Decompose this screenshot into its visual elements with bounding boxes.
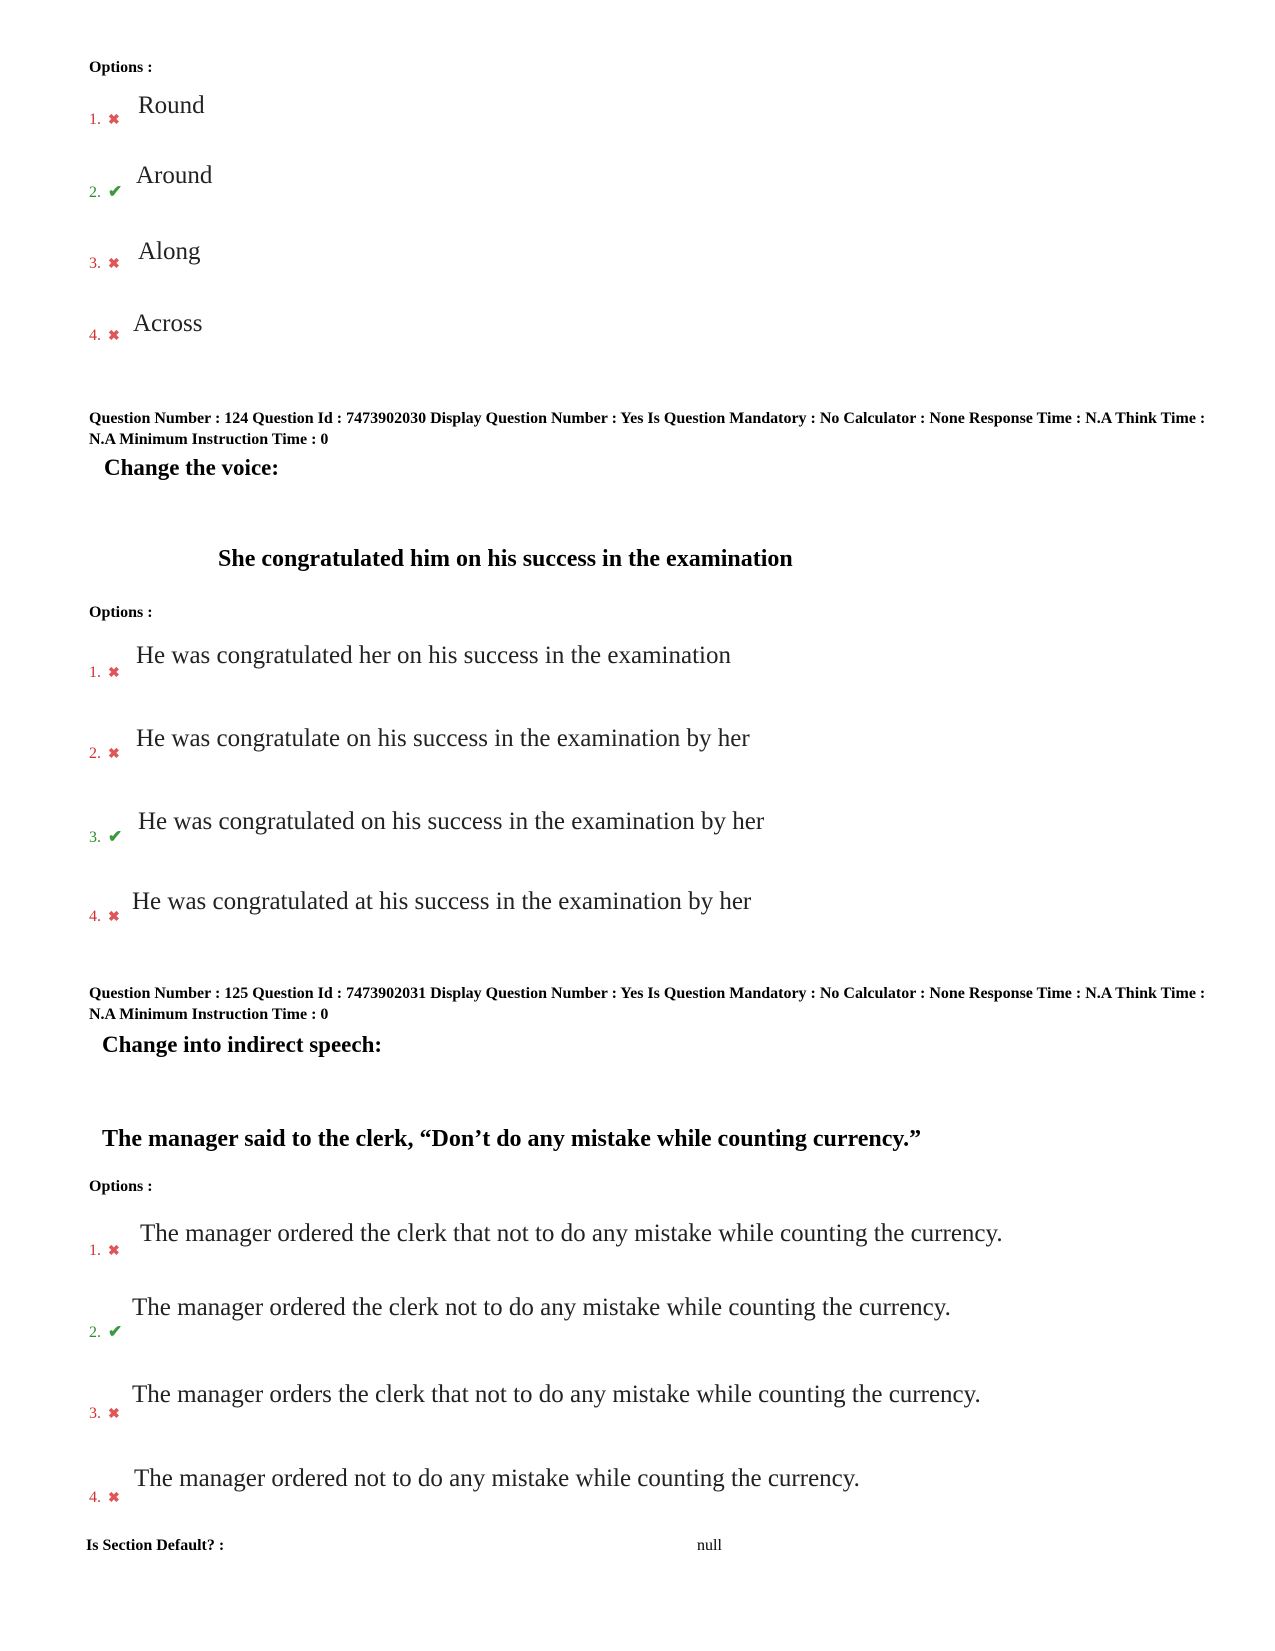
option-text: The manager ordered not to do any mistake while counting the currency. (134, 1465, 860, 1492)
option-number: 1. (89, 1242, 101, 1259)
check-icon: ✔ (108, 827, 123, 846)
option-4-marker (89, 327, 120, 345)
options-label: Options : (89, 604, 153, 621)
options-label: Options : (89, 1178, 153, 1195)
option-text: Round (138, 92, 205, 119)
cross-icon: ✖ (108, 1244, 120, 1259)
cross-icon: ✖ (108, 1491, 120, 1506)
option-number: 1. (89, 664, 101, 681)
cross-icon: ✖ (108, 329, 120, 344)
option-text: Along (138, 238, 201, 265)
option-2-marker (89, 1322, 122, 1342)
option-number: 4. (89, 1489, 101, 1506)
option-text: The manager orders the clerk that not to do any mistake while counting the currency. (132, 1381, 981, 1408)
option-4-marker (89, 1489, 120, 1507)
option-1-marker (89, 664, 120, 682)
question-statement: She congratulated him on his success in the examination (218, 546, 793, 572)
option-number: 4. (89, 908, 101, 925)
option-number: 2. (89, 1324, 101, 1341)
option-number: 1. (89, 111, 101, 128)
question-title: Change into indirect speech: (102, 1032, 383, 1057)
option-text: Around (136, 162, 213, 189)
question-statement: The manager said to the clerk, “Don’t do any mistake while counting currency.” (102, 1126, 922, 1152)
option-number: 3. (89, 829, 101, 846)
option-number: 2. (89, 745, 101, 762)
options-label: Options : (89, 59, 153, 76)
option-3-marker (89, 1405, 120, 1423)
check-icon: ✔ (108, 182, 123, 201)
section-default-value: null (697, 1537, 722, 1554)
option-text: He was congratulated her on his success in the examination (136, 642, 731, 669)
option-text: He was congratulated on his success in the examination by her (138, 808, 765, 835)
option-4-marker (89, 908, 120, 926)
option-number: 4. (89, 327, 101, 344)
cross-icon: ✖ (108, 747, 120, 762)
option-3-marker (89, 827, 122, 847)
option-number: 3. (89, 1405, 101, 1422)
option-1-marker (89, 111, 120, 129)
option-number: 2. (89, 184, 101, 201)
cross-icon: ✖ (108, 1407, 120, 1422)
cross-icon: ✖ (108, 910, 120, 925)
question-meta: Question Number : 124 Question Id : 7473902030 Display Question Number : Yes Is Question Mandatory : No Calculator : None Response Time : N.A Think Time : N.A Minimum Instruction Time : 0 (89, 410, 1206, 448)
option-2-marker (89, 745, 120, 763)
question-meta: Question Number : 125 Question Id : 7473902031 Display Question Number : Yes Is Question Mandatory : No Calculator : None Response Time : N.A Think Time : N.A Minimum Instruction Time : 0 (89, 985, 1206, 1023)
option-3-marker (89, 255, 120, 273)
option-text: The manager ordered the clerk that not to do any mistake while counting the currency. (140, 1220, 1003, 1247)
option-text: He was congratulated at his success in the examination by her (132, 888, 752, 915)
cross-icon: ✖ (108, 113, 120, 128)
cross-icon: ✖ (108, 257, 120, 272)
option-text: He was congratulate on his success in the examination by her (136, 725, 750, 752)
option-1-marker (89, 1242, 120, 1260)
option-text: Across (133, 310, 203, 337)
option-number: 3. (89, 255, 101, 272)
check-icon: ✔ (108, 1322, 123, 1341)
question-title: Change the voice: (104, 455, 280, 480)
cross-icon: ✖ (108, 666, 120, 681)
option-text: The manager ordered the clerk not to do any mistake while counting the currency. (132, 1294, 951, 1321)
option-2-marker (89, 182, 122, 202)
section-default-label: Is Section Default? : (86, 1537, 225, 1554)
